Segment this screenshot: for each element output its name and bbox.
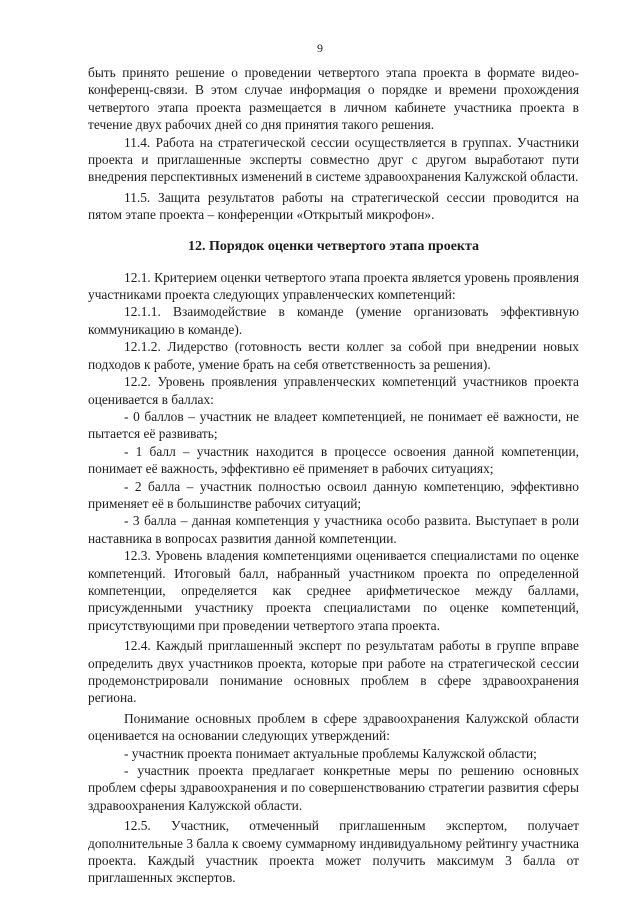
page-number: 9 — [317, 41, 323, 55]
criteria-item-2: - участник проекта предлагает конкретные меры по решению основных проблем сферы здравоохранения и по совершенствованию стратегии развития сферы здравоохранения Калужской области. — [88, 763, 579, 813]
paragraph-12-1: 12.1. Критерием оценки четвертого этапа проекта является уровень проявления участниками проекта следующих управленческих компетенций: — [88, 269, 579, 303]
paragraph-12-5: 12.5. Участник, отмеченный приглашенным экспертом, получает дополнительные 3 балла к своему суммарному индивидуальному рейтингу участника проекта. Каждый участник проекта может получить максимум 3 балла от приглашенных экспертов. — [88, 818, 579, 886]
score-item-3: - 3 балла – данная компетенция у участника особо развита. Выступает в роли наставника в вопросах развития данной компетенции. — [88, 513, 579, 546]
section-title: 12. Порядок оценки четвертого этапа проекта — [187, 238, 480, 254]
paragraph-12-1-2: 12.1.2. Лидерство (готовность вести коллег за собой при внедрении новых подходов к работе, умение брать на себя ответственность за решения). — [88, 339, 579, 372]
paragraph-11-4: 11.4. Работа на стратегической сессии осуществляется в группах. Участники проекта и приглашенные эксперты совместно друг с другом выработают пути внедрения перспективных изменений в системе здравоохранения Калужской области. — [88, 134, 579, 185]
paragraph-continuation: быть принято решение о проведении четвертого этапа проекта в формате видео-конференц-связи. В этом случае информация о порядке и времени прохождения четвертого этапа проекта размещается в личном кабинете участника проекта в течение двух рабочих дней со дня принятия такого решения. — [88, 65, 579, 133]
score-item-0: - 0 баллов – участник не владеет компетенцией, не понимает её важности, не пытается её развивать; — [88, 408, 579, 442]
paragraph-12-1-1: 12.1.1. Взаимодействие в команде (умение организовать эффективную коммуникацию в команде). — [88, 304, 579, 337]
criteria-item-1: - участник проекта понимает актуальные проблемы Калужской области; — [124, 745, 537, 761]
score-item-2: - 2 балла – участник полностью освоил данную компетенцию, эффективно применяет её в большинстве рабочих ситуаций; — [88, 478, 579, 511]
paragraph-12-2: 12.2. Уровень проявления управленческих компетенций участников проекта оценивается в баллах: — [88, 374, 579, 407]
document-body — [88, 64, 579, 887]
paragraph-12-4: 12.4. Каждый приглашенный эксперт по результатам работы в группе вправе определить двух участников проекта, которые при работе на стратегической сессии продемонстрировали понимание основных проблем в сфере здравоохранения региона. — [88, 638, 579, 706]
score-item-1: - 1 балл – участник находится в процессе освоения данной компетенции, понимает её важность, эффективно её применяет в рабочих ситуациях; — [88, 443, 579, 477]
paragraph-12-3: 12.3. Уровень владения компетенциями оценивается специалистами по оценке компетенций. Итоговый балл, набранный участником проекта по определенной компетенции, определяется как среднее арифметическое между баллами, присужденными участнику проекта специалистами по оценке компетенций, присутствующими при проведении четвертого этапа проекта. — [88, 548, 579, 633]
paragraph-understanding: Понимание основных проблем в сфере здравоохранения Калужской области оценивается на основании следующих утверждений: — [88, 710, 579, 744]
paragraph-11-5: 11.5. Защита результатов работы на стратегической сессии проводится на пятом этапе проекта – конференции «Открытый микрофон». — [88, 189, 579, 223]
